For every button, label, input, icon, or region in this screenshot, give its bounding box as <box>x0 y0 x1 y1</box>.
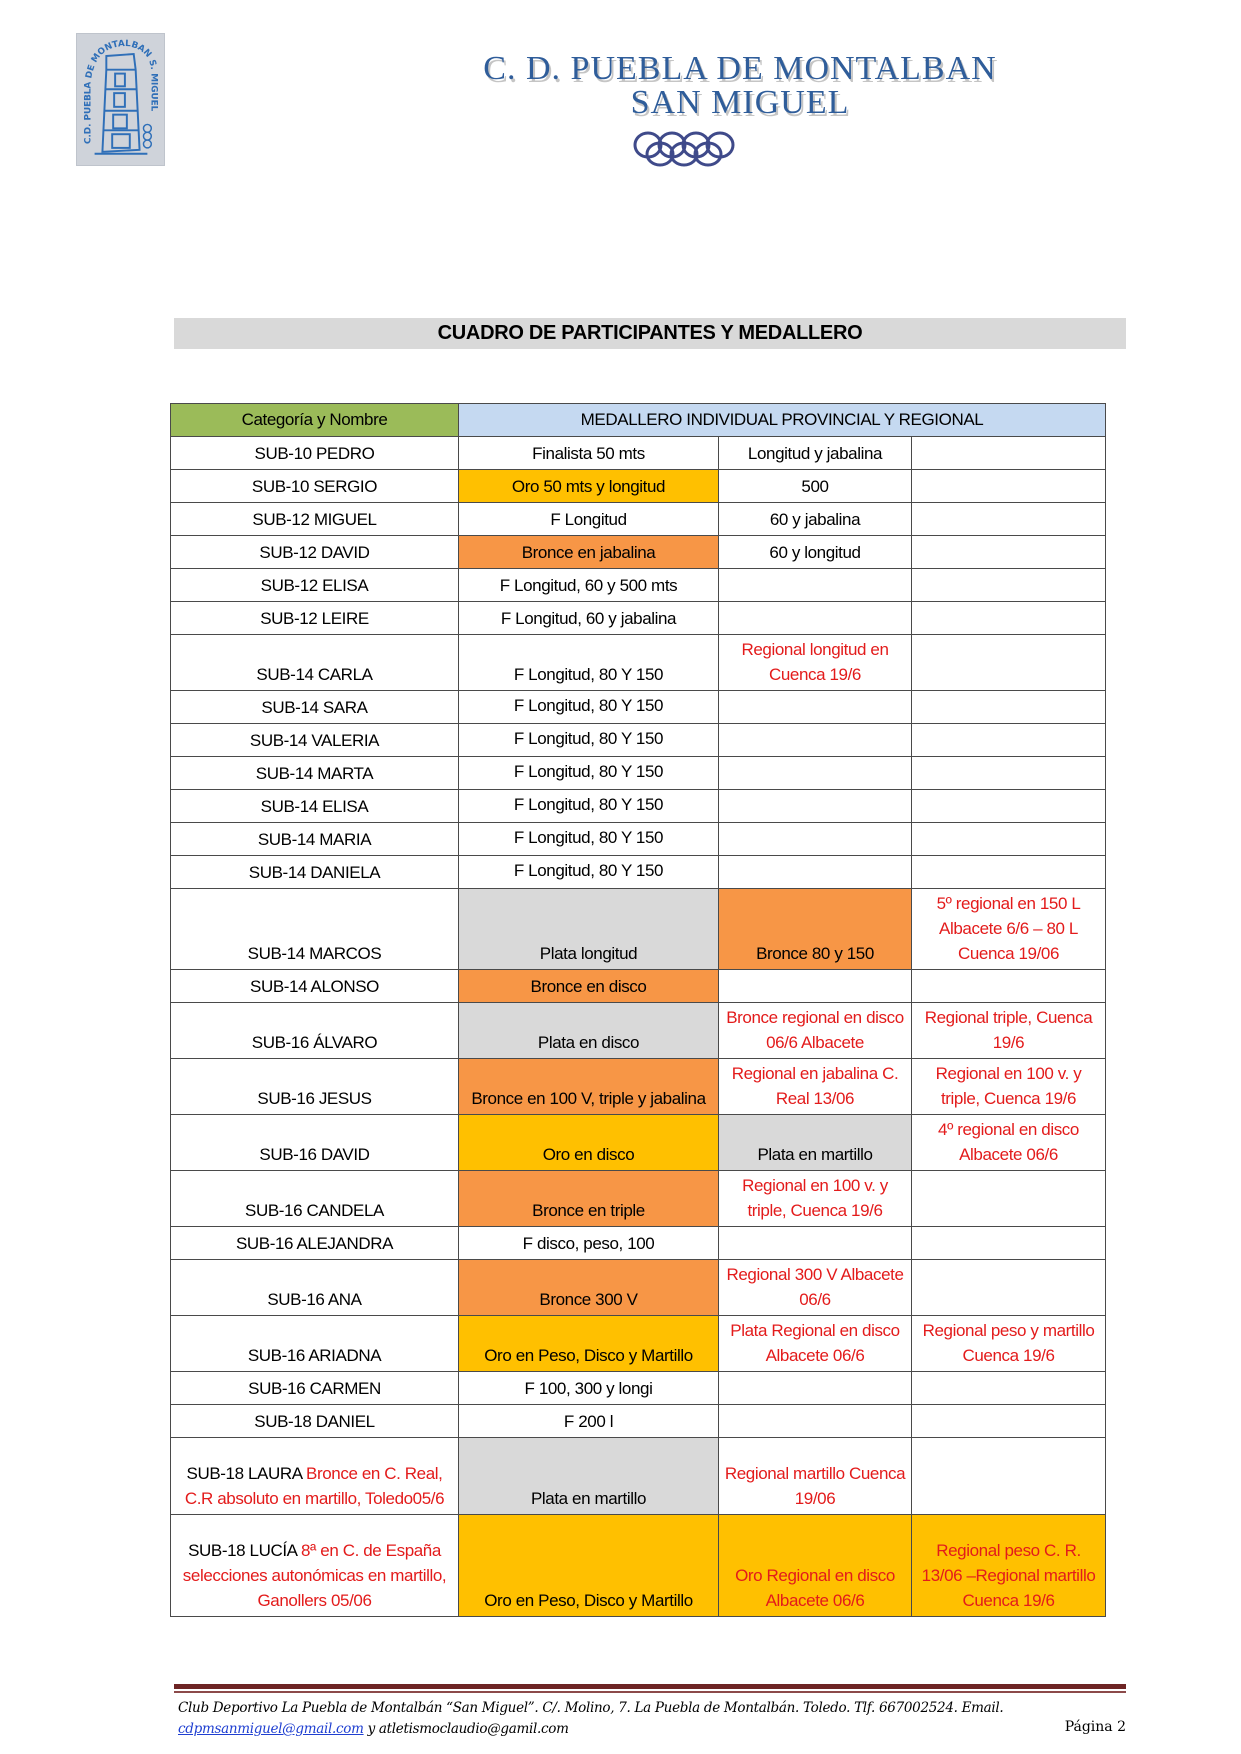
table-row <box>171 856 1106 889</box>
provincial-result-cell: F 200 l <box>459 1405 719 1438</box>
participant-name: SUB-18 LAURA <box>186 1464 302 1483</box>
participant-name-cell <box>171 602 459 635</box>
participant-name-cell <box>171 470 459 503</box>
table-row <box>171 1260 1106 1316</box>
participant-name-cell <box>171 1405 459 1438</box>
regional-result-cell <box>912 1438 1106 1515</box>
participant-name-cell <box>171 724 459 757</box>
second-result-cell: Regional en 100 v. y triple, Cuenca 19/6 <box>719 1171 912 1227</box>
second-result-cell <box>719 823 912 856</box>
provincial-result-cell: F Longitud, 80 Y 150 <box>459 724 719 757</box>
second-result-cell <box>719 1227 912 1260</box>
provincial-result-cell: Finalista 50 mts <box>459 437 719 470</box>
participant-name-cell <box>171 1115 459 1171</box>
table-header-row <box>171 404 1106 437</box>
footer-divider-thin <box>174 1691 1126 1693</box>
medal-table <box>170 403 1106 1617</box>
participant-name: SUB-14 MARTA <box>255 764 374 783</box>
table-row <box>171 437 1106 470</box>
participant-name: SUB-12 ELISA <box>260 576 369 595</box>
table-row <box>171 1515 1106 1617</box>
participant-name: SUB-12 MIGUEL <box>252 510 377 529</box>
provincial-result-cell: Oro en Peso, Disco y Martillo <box>459 1515 719 1617</box>
participant-name: SUB-14 MARCOS <box>247 944 382 963</box>
provincial-result-cell: F Longitud, 80 Y 150 <box>459 823 719 856</box>
participant-name: SUB-16 CARMEN <box>248 1379 381 1398</box>
provincial-result-cell: F Longitud <box>459 503 719 536</box>
regional-result-cell <box>912 470 1106 503</box>
footer-email-secondary: y atletismoclaudio@gamil.com <box>363 1721 569 1737</box>
participant-name-cell <box>171 1260 459 1316</box>
second-result-cell: Regional longitud en Cuenca 19/6 <box>719 635 912 691</box>
participant-name-cell <box>171 691 459 724</box>
participant-name: SUB-16 ARIADNA <box>247 1346 382 1365</box>
participant-name-cell <box>171 757 459 790</box>
table-row <box>171 635 1106 691</box>
participant-name-cell <box>171 503 459 536</box>
participant-name: SUB-18 LUCÍA <box>188 1541 297 1560</box>
second-result-cell: Plata Regional en disco Albacete 06/6 <box>719 1316 912 1372</box>
participant-name: SUB-12 DAVID <box>259 543 370 562</box>
regional-result-cell: Regional en 100 v. y triple, Cuenca 19/6 <box>912 1059 1106 1115</box>
table-row <box>171 470 1106 503</box>
column-header-medals: MEDALLERO INDIVIDUAL PROVINCIAL Y REGIONAL <box>459 404 1106 437</box>
table-row <box>171 1171 1106 1227</box>
section-title: CUADRO DE PARTICIPANTES Y MEDALLERO <box>437 322 863 344</box>
participant-name-cell <box>171 1059 459 1115</box>
page-number: Página 2 <box>1064 1719 1126 1735</box>
club-name-line2: SAN MIGUEL <box>630 84 850 121</box>
regional-result-cell <box>912 635 1106 691</box>
provincial-result-cell: Bronce en disco <box>459 970 719 1003</box>
regional-result-cell <box>912 790 1106 823</box>
table-row <box>171 569 1106 602</box>
regional-result-cell <box>912 1372 1106 1405</box>
section-title-bar <box>174 318 1126 349</box>
tower-logo-icon <box>77 34 164 165</box>
regional-result-cell <box>912 757 1106 790</box>
regional-result-cell <box>912 536 1106 569</box>
table-row <box>171 503 1106 536</box>
second-result-cell <box>719 1372 912 1405</box>
table-row <box>171 1115 1106 1171</box>
participant-name-cell <box>171 856 459 889</box>
second-result-cell: Bronce regional en disco 06/6 Albacete <box>719 1003 912 1059</box>
club-name <box>300 52 1180 120</box>
table-row <box>171 1405 1106 1438</box>
provincial-result-cell: F Longitud, 60 y jabalina <box>459 602 719 635</box>
regional-result-cell <box>912 724 1106 757</box>
second-result-cell: Regional en jabalina C. Real 13/06 <box>719 1059 912 1115</box>
provincial-result-cell: Oro en Peso, Disco y Martillo <box>459 1316 719 1372</box>
column-header-name: Categoría y Nombre <box>171 404 459 437</box>
participant-name: SUB-16 CANDELA <box>245 1201 384 1220</box>
regional-result-cell: Regional peso C. R. 13/06 –Regional martillo Cuenca 19/6 <box>912 1515 1106 1617</box>
participant-name-cell <box>171 1515 459 1617</box>
second-result-cell <box>719 602 912 635</box>
participant-name: SUB-10 PEDRO <box>254 444 375 463</box>
regional-result-cell: Regional triple, Cuenca 19/6 <box>912 1003 1106 1059</box>
participant-name: SUB-16 ANA <box>267 1290 362 1309</box>
regional-result-cell <box>912 856 1106 889</box>
provincial-result-cell: F Longitud, 60 y 500 mts <box>459 569 719 602</box>
second-result-cell: Longitud y jabalina <box>719 437 912 470</box>
provincial-result-cell: Bronce en triple <box>459 1171 719 1227</box>
participant-note: 8ª en C. de España selecciones autonómicas en martillo, Ganollers 05/06 <box>182 1541 447 1610</box>
provincial-result-cell: Plata en disco <box>459 1003 719 1059</box>
participant-note: Bronce en C. Real, C.R absoluto en martillo, Toledo05/6 <box>184 1464 445 1508</box>
regional-result-cell <box>912 1171 1106 1227</box>
participant-name: SUB-14 DANIELA <box>248 863 381 882</box>
participant-name-cell <box>171 1003 459 1059</box>
provincial-result-cell: Bronce en 100 V, triple y jabalina <box>459 1059 719 1115</box>
participant-name: SUB-10 SERGIO <box>251 477 378 496</box>
club-name-line1: C. D. PUEBLA DE MONTALBAN <box>483 50 997 87</box>
participant-name: SUB-18 DANIEL <box>254 1412 375 1431</box>
provincial-result-cell: Plata longitud <box>459 889 719 970</box>
second-result-cell <box>719 856 912 889</box>
regional-result-cell <box>912 970 1106 1003</box>
provincial-result-cell: F disco, peso, 100 <box>459 1227 719 1260</box>
regional-result-cell <box>912 823 1106 856</box>
participant-name: SUB-14 ALONSO <box>250 977 379 996</box>
table-row <box>171 970 1106 1003</box>
footer-club-info: Club Deportivo La Puebla de Montalbán “San Miguel”. C/. Molino, 7. La Puebla de Montalbán. Toledo. Tlf. 667002524. Email. <box>178 1700 1004 1716</box>
table-row <box>171 1316 1106 1372</box>
provincial-result-cell: F Longitud, 80 Y 150 <box>459 790 719 823</box>
table-row <box>171 691 1106 724</box>
table-row <box>171 536 1106 569</box>
regional-result-cell <box>912 503 1106 536</box>
footer-address <box>178 1698 1128 1740</box>
provincial-result-cell: Oro en disco <box>459 1115 719 1171</box>
regional-result-cell <box>912 602 1106 635</box>
table-row <box>171 602 1106 635</box>
participant-name-cell <box>171 437 459 470</box>
second-result-cell: Bronce 80 y 150 <box>719 889 912 970</box>
provincial-result-cell: Bronce 300 V <box>459 1260 719 1316</box>
second-result-cell <box>719 790 912 823</box>
second-result-cell: Oro Regional en disco Albacete 06/6 <box>719 1515 912 1617</box>
second-result-cell <box>719 569 912 602</box>
regional-result-cell <box>912 1260 1106 1316</box>
second-result-cell <box>719 970 912 1003</box>
table-row <box>171 757 1106 790</box>
provincial-result-cell: F Longitud, 80 Y 150 <box>459 691 719 724</box>
participant-name-cell <box>171 790 459 823</box>
participant-name-cell <box>171 569 459 602</box>
participant-name: SUB-16 ÁLVARO <box>251 1033 378 1052</box>
table-row <box>171 724 1106 757</box>
footer-divider <box>174 1684 1126 1689</box>
participant-name: SUB-12 LEIRE <box>260 609 369 628</box>
club-logo <box>76 33 165 166</box>
second-result-cell <box>719 1405 912 1438</box>
footer-email-link[interactable]: cdpmsanmiguel@gmail.com <box>178 1721 364 1737</box>
table-row <box>171 1438 1106 1515</box>
second-result-cell: Regional 300 V Albacete 06/6 <box>719 1260 912 1316</box>
provincial-result-cell: Bronce en jabalina <box>459 536 719 569</box>
participant-name: SUB-14 MARIA <box>257 830 372 849</box>
participant-name: SUB-14 VALERIA <box>249 731 380 750</box>
table-row <box>171 790 1106 823</box>
participant-name-cell <box>171 970 459 1003</box>
second-result-cell <box>719 691 912 724</box>
provincial-result-cell: Plata en martillo <box>459 1438 719 1515</box>
participant-name-cell <box>171 536 459 569</box>
provincial-result-cell: F Longitud, 80 Y 150 <box>459 757 719 790</box>
second-result-cell: 500 <box>719 470 912 503</box>
table-row <box>171 1059 1106 1115</box>
table-row <box>171 823 1106 856</box>
second-result-cell: 60 y longitud <box>719 536 912 569</box>
regional-result-cell <box>912 437 1106 470</box>
table-row <box>171 1372 1106 1405</box>
regional-result-cell <box>912 691 1106 724</box>
participant-name-cell <box>171 1227 459 1260</box>
participant-name-cell <box>171 889 459 970</box>
table-row <box>171 1227 1106 1260</box>
second-result-cell <box>719 724 912 757</box>
regional-result-cell <box>912 1227 1106 1260</box>
participant-name-cell <box>171 1438 459 1515</box>
provincial-result-cell: Oro 50 mts y longitud <box>459 470 719 503</box>
regional-result-cell: 5º regional en 150 L Albacete 6/6 – 80 L Cuenca 19/06 <box>912 889 1106 970</box>
regional-result-cell: Regional peso y martillo Cuenca 19/6 <box>912 1316 1106 1372</box>
participant-name-cell <box>171 635 459 691</box>
participant-name: SUB-16 DAVID <box>259 1145 370 1164</box>
second-result-cell: Plata en martillo <box>719 1115 912 1171</box>
participant-name: SUB-14 ELISA <box>260 797 369 816</box>
participant-name-cell <box>171 1372 459 1405</box>
regional-result-cell: 4º regional en disco Albacete 06/6 <box>912 1115 1106 1171</box>
regional-result-cell <box>912 1405 1106 1438</box>
regional-result-cell <box>912 569 1106 602</box>
table-row <box>171 889 1106 970</box>
participant-name-cell <box>171 1316 459 1372</box>
table-row <box>171 1003 1106 1059</box>
participant-name: SUB-14 SARA <box>261 698 368 717</box>
second-result-cell: 60 y jabalina <box>719 503 912 536</box>
participant-name-cell <box>171 823 459 856</box>
second-result-cell <box>719 757 912 790</box>
participant-name: SUB-16 ALEJANDRA <box>235 1234 394 1253</box>
logo-text: C.D. PUEBLA DE MONTALBAN S. MIGUEL <box>83 39 159 144</box>
provincial-result-cell: F Longitud, 80 Y 150 <box>459 635 719 691</box>
provincial-result-cell: F 100, 300 y longi <box>459 1372 719 1405</box>
provincial-result-cell: F Longitud, 80 Y 150 <box>459 856 719 889</box>
participant-name: SUB-14 CARLA <box>256 665 373 684</box>
olympic-rings-icon <box>630 128 740 168</box>
second-result-cell: Regional martillo Cuenca 19/06 <box>719 1438 912 1515</box>
participant-name: SUB-16 JESUS <box>257 1089 372 1108</box>
participant-name-cell <box>171 1171 459 1227</box>
